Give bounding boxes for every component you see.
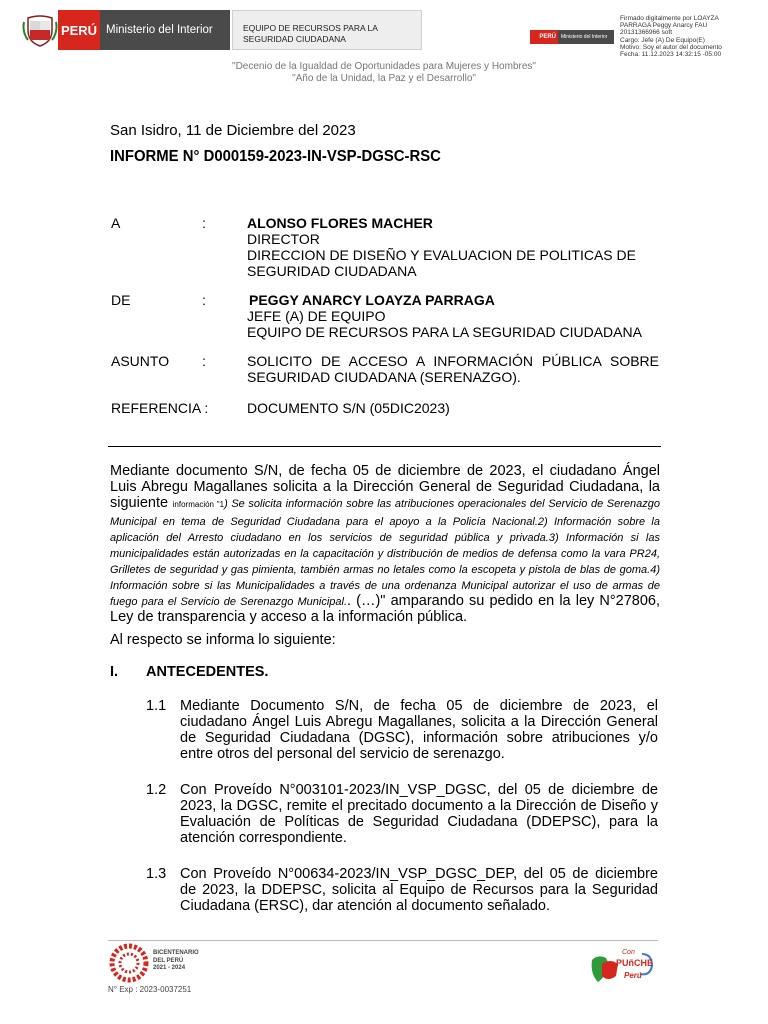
decenio-line: "Año de la Unidad, la Paz y el Desarrollo" bbox=[292, 73, 476, 84]
bicentenario-line: BICENTENARIO bbox=[153, 950, 199, 956]
document-date: San Isidro, 11 de Diciembre del 2023 bbox=[110, 122, 356, 139]
al-respecto: Al respecto se informa lo siguiente: bbox=[110, 632, 336, 648]
field-colon: : bbox=[202, 292, 206, 308]
field-value-a bbox=[247, 215, 667, 279]
recipient-direccion: DIRECCION DE DISEÑO Y EVALUACION DE POLITICAS DE bbox=[247, 247, 636, 263]
intro-request-italic: ) Se solicita información sobre las atribuciones operacionales del Servicio de Serenazgo Municipal en tema de Seguridad Ciudadana para el apoyo a la Policía Nacional.2) Información sobre la aplicación del Arresto ciudadano en los servicios de seguridad pública y privada.3) Información si las municipalidades están autorizadas en la capacitación y distribución de medios de defensa como la vara PR24, Grilletes de seguridad y gas pimienta, también armas no letales como la escopeta y pistola de blas de goma.4) Información sobre si las Municipalidades a través de una ordenanza Municipal autorizar el uso de armas de fuego para el Servicio de Serenazgo Municipal. bbox=[110, 498, 661, 608]
intro-tiny: información "1 bbox=[172, 500, 225, 509]
footer-divider bbox=[108, 940, 658, 941]
expediente-number: N° Exp : 2023-0037251 bbox=[108, 985, 192, 994]
field-value-de bbox=[247, 292, 667, 340]
item-text: Con Proveído N°00634-2023/IN_VSP_DGSC_DEP, del 05 de diciembre de 2023, la DDEPSC, solicita al Equipo de Recursos para la Seguridad Ciudadana (ERSC), dar atención al documento señalado. bbox=[180, 866, 658, 914]
item-number: 1.2 bbox=[146, 782, 167, 798]
sender-name: PEGGY ANARCY LOAYZA PARRAGA bbox=[249, 292, 495, 308]
recipient-cargo: DIRECTOR bbox=[247, 231, 320, 247]
decenio-text bbox=[0, 61, 768, 85]
digital-signature-text bbox=[620, 15, 760, 58]
informe-number: INFORME N° D000159-2023-IN-VSP-DGSC-RSC bbox=[110, 148, 441, 165]
peru-logo bbox=[58, 10, 100, 50]
equipo-header-box: EQUIPO DE RECURSOS PARA LA SEGURIDAD CIUDADANA bbox=[232, 10, 422, 50]
item-number: 1.3 bbox=[146, 866, 167, 882]
signature-line: 20131366966 soft bbox=[620, 29, 673, 37]
recipient-direccion-2: SEGURIDAD CIUDADANA bbox=[247, 263, 417, 279]
item-text: Mediante Documento S/N, de fecha 05 de diciembre de 2023, el ciudadano Ángel Luis Abregu Magallanes, solicita a la Dirección General de Seguridad Ciudadana (DGSC), información sobre atribuciones y/o entre otros del personal del servicio de serenazgo. bbox=[180, 698, 658, 762]
bicentenario-line: 2021 - 2024 bbox=[153, 965, 186, 971]
signature-logo-ministerio: Ministerio del Interior bbox=[558, 30, 614, 44]
item-text: Con Proveído N°003101-2023/IN_VSP_DGSC, del 05 de diciembre de 2023, la DGSC, remite el precitado documento a la Dirección de Diseño y Evaluación de Políticas de Seguridad Ciudadana (DDEPSC), para la atención correspondiente. bbox=[180, 782, 658, 846]
sender-cargo: JEFE (A) DE EQUIPO bbox=[247, 308, 386, 324]
peru-logo-text: PERÚ bbox=[60, 22, 98, 38]
signature-line: Firmado digitalmente por LOAYZA bbox=[620, 15, 719, 22]
intro-start: Mediante documento S/N, de fecha 05 de diciembre de 2023, el ciudadano Ángel Luis Abregu Magallanes solicita a la Dirección General de Seguridad Ciudadana, la siguiente bbox=[110, 463, 660, 511]
field-label-referencia: REFERENCIA : bbox=[111, 400, 209, 416]
field-label-asunto: ASUNTO bbox=[111, 353, 170, 369]
field-colon: : bbox=[202, 215, 206, 231]
escudo-nacional-icon bbox=[22, 14, 58, 48]
logo-peru: Perú bbox=[624, 971, 642, 980]
signature-logo bbox=[530, 30, 614, 44]
field-value-referencia: DOCUMENTO S/N (05DIC2023) bbox=[247, 400, 450, 416]
signature-line: Motivo: Soy el autor del documento bbox=[620, 43, 722, 51]
bicentenario-text bbox=[153, 950, 199, 973]
signature-line: PARRAGA Peggy Anarcy FAU bbox=[620, 22, 708, 30]
item-number: 1.1 bbox=[146, 698, 167, 714]
bicentenario-icon bbox=[108, 942, 150, 984]
field-value-asunto: SOLICITO DE ACCESO A INFORMACIÓN PÚBLICA SOBRE SEGURIDAD CIUDADANA (SERENAZGO). bbox=[247, 353, 659, 385]
decenio-line: "Decenio de la Igualdad de Oportunidades para Mujeres y Hombres" bbox=[232, 61, 536, 72]
divider bbox=[108, 446, 661, 447]
signature-line: Fecha: 11.12.2023 14:32:15 -05:00 bbox=[620, 51, 722, 59]
logo-puche: PUñCHE bbox=[616, 958, 654, 968]
section-title: ANTECEDENTES. bbox=[146, 664, 269, 680]
signature-line: Cargo: Jefe (A) De Equipo(E) bbox=[620, 36, 705, 44]
sender-equipo: EQUIPO DE RECURSOS PARA LA SEGURIDAD CIUDADANA bbox=[247, 324, 642, 340]
recipient-name: ALONSO FLORES MACHER bbox=[247, 215, 433, 231]
signature-logo-peru: PERÚ bbox=[530, 30, 558, 44]
logo-con: Con bbox=[622, 949, 635, 956]
con-punche-peru-logo bbox=[588, 944, 658, 986]
field-colon: : bbox=[202, 353, 206, 369]
ministerio-logo-text: Ministerio del Interior bbox=[106, 24, 213, 36]
section-number: I. bbox=[110, 664, 119, 680]
field-label-a: A bbox=[111, 215, 121, 231]
intro-end: . (…)" amparando su pedido en la ley N°27806, Ley de transparencia y acceso a la información pública. bbox=[110, 593, 660, 625]
ministerio-logo bbox=[100, 10, 230, 50]
bicentenario-line: DEL PERÚ bbox=[153, 957, 184, 964]
intro-paragraph bbox=[110, 463, 660, 625]
field-label-de: DE bbox=[111, 292, 131, 308]
